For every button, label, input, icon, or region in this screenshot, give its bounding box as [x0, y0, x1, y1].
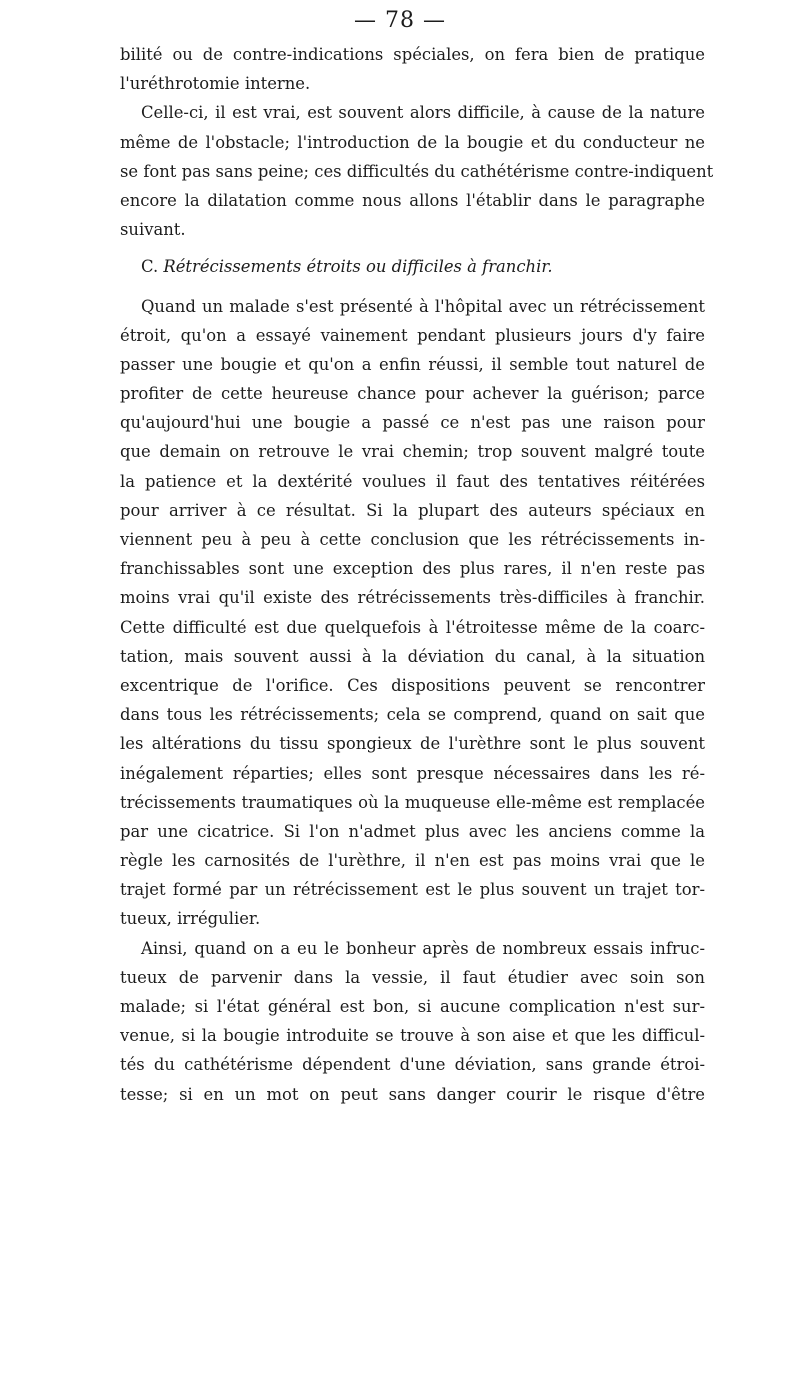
text-line: tueux, irrégulier.	[120, 909, 261, 929]
text-line: Quand un malade s'est présenté à l'hôpital avec un rétrécissement	[141, 296, 705, 316]
text-line: que demain on retrouve le vrai chemin; trop souvent malgré toute	[120, 442, 705, 462]
text-line: tesse; si en un mot on peut sans danger courir le risque d'être	[120, 1084, 705, 1104]
text-line: qu'aujourd'hui une bougie a passé ce n'est pas une raison pour	[120, 413, 705, 433]
section-title: Rétrécissements étroits ou difficiles à franchir.	[163, 257, 553, 277]
text-line: malade; si l'état général est bon, si aucune complication n'est sur-	[120, 997, 705, 1016]
text-line: par une cicatrice. Si l'on n'admet plus avec les anciens comme la	[120, 821, 705, 841]
text-line: suivant.	[120, 220, 186, 240]
text-line: tueux de parvenir dans la vessie, il faut étudier avec soin son	[120, 967, 705, 987]
text-line: passer une bougie et qu'on a enfin réussi, il semble tout naturel de	[120, 354, 705, 374]
text-line: bilité ou de contre-indications spéciales, on fera bien de pratique	[120, 45, 705, 64]
text-line: trécissements traumatiques où la muqueuse elle-même est remplacée	[120, 792, 705, 812]
text-line: dans tous les rétrécissements; cela se comprend, quand on sait que	[120, 705, 705, 725]
text-line: la patience et la dextérité voulues il faut des tentatives réitérées	[120, 471, 705, 491]
text-line: franchissables sont une exception des plus rares, il n'en reste pas	[120, 559, 705, 579]
section-label: C.	[141, 257, 164, 277]
page-number: — 78 —	[354, 8, 446, 33]
text-line: étroit, qu'on a essayé vainement pendant plusieurs jours d'y faire	[120, 325, 705, 345]
section-heading	[120, 252, 705, 281]
text-line: moins vrai qu'il existe des rétrécissements très-difficiles à franchir.	[120, 588, 705, 608]
text-line: même de l'obstacle; l'introduction de la bougie et du conducteur ne	[120, 132, 705, 152]
text-line: l'uréthrotomie interne.	[120, 74, 311, 94]
text-line: règle les carnosités de l'urèthre, il n'en est pas moins vrai que le	[120, 851, 705, 871]
text-line: viennent peu à peu à cette conclusion que les rétrécissements in-	[120, 530, 705, 549]
text-line: Ainsi, quand on a eu le bonheur après de nombreux essais infruc-	[141, 938, 705, 958]
text-line: tés du cathétérisme dépendent d'une déviation, sans grande étroi-	[120, 1055, 705, 1075]
text-line: trajet formé par un rétrécissement est le plus souvent un trajet tor-	[120, 880, 705, 900]
text-line: venue, si la bougie introduite se trouve à son aise et que les difficul-	[120, 1026, 705, 1046]
text-line: pour arriver à ce résultat. Si la plupart des auteurs spéciaux en	[120, 500, 705, 520]
text-line: inégalement réparties; elles sont presque nécessaires dans les ré-	[120, 763, 705, 783]
body-text	[120, 40, 714, 1109]
text-line: profiter de cette heureuse chance pour achever la guérison; parce	[120, 384, 705, 404]
text-line: Cette difficulté est due quelquefois à l'étroitesse même de la coarc-	[120, 617, 705, 637]
text-line: se font pas sans peine; ces difficultés du cathétérisme contre-indiquent	[120, 161, 714, 181]
text-line: excentrique de l'orifice. Ces dispositions peuvent se rencontrer	[120, 675, 705, 695]
text-line: encore la dilatation comme nous allons l'établir dans le paragraphe	[120, 190, 705, 210]
text-line: tation, mais souvent aussi à la déviation du canal, à la situation	[120, 646, 705, 666]
text-line: Celle-ci, il est vrai, est souvent alors difficile, à cause de la nature	[141, 103, 705, 123]
text-line: les altérations du tissu spongieux de l'urèthre sont le plus souvent	[120, 734, 705, 754]
